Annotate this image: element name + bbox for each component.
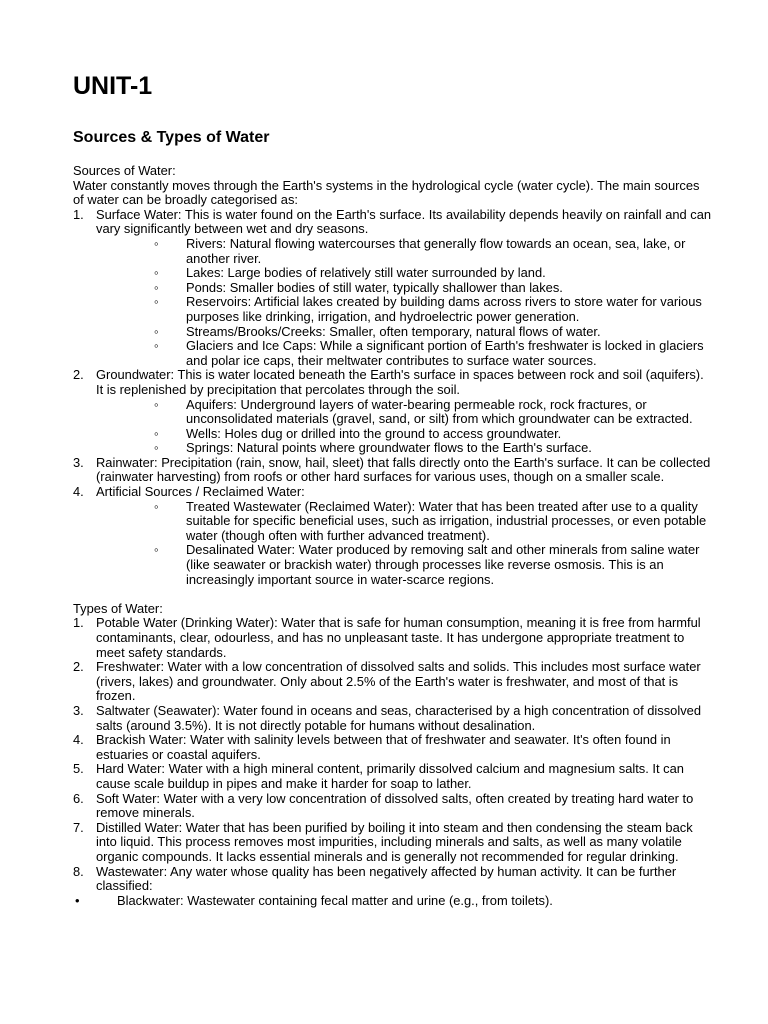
item-number: 1. (73, 615, 84, 631)
sub-item (96, 237, 713, 266)
sources-intro: Water constantly moves through the Earth's systems in the hydrological cycle (water cycle). The main sources of water can be broadly categorised as: (73, 177, 700, 208)
sub-list (96, 500, 713, 588)
source-item (73, 456, 713, 485)
sub-item (96, 398, 713, 427)
item-text: Rainwater: Precipitation (rain, snow, hail, sleet) that falls directly onto the Earth's surface. It can be collected (rainwater harvesting) from roofs or other hard surfaces for various uses, though on a smaller scale. (96, 454, 711, 485)
sub-item (96, 441, 713, 456)
sub-item (96, 281, 713, 296)
item-text: Surface Water: This is water found on the Earth's surface. Its availability depends heavily on rainfall and can vary significantly between wet and dry seasons. (96, 206, 712, 237)
circle-bullet-icon: ◦ (154, 235, 159, 251)
type-item (73, 865, 713, 894)
sub-list (96, 398, 713, 456)
unit-title: UNIT-1 (73, 72, 153, 100)
item-text: Artificial Sources / Reclaimed Water: (96, 484, 305, 500)
circle-bullet-icon: ◦ (154, 323, 159, 339)
source-item (73, 485, 713, 587)
item-number: 3. (73, 454, 84, 470)
circle-bullet-icon: ◦ (154, 425, 159, 441)
sub-item-text: Glaciers and Ice Caps: While a significant portion of Earth's freshwater is locked in glaciers and polar ice caps, their meltwater contributes to surface water sources. (186, 338, 704, 368)
sub-item-text: Springs: Natural points where groundwater flows to the Earth's surface. (186, 440, 592, 456)
circle-bullet-icon: ◦ (154, 338, 159, 354)
sub-item (96, 543, 713, 587)
item-number: 8. (73, 863, 84, 879)
item-number: 4. (73, 484, 84, 500)
sub-item-text: Lakes: Large bodies of relatively still water surrounded by land. (186, 265, 546, 281)
item-text: Potable Water (Drinking Water): Water that is safe for human consumption, meaning it is free from harmful contaminants, clear, odourless, and has no unpleasant taste. It has undergone appropriate treatment to meet safety standards. (96, 615, 701, 660)
type-item (73, 704, 713, 733)
sub-item (96, 325, 713, 340)
sub-list (96, 237, 713, 368)
item-text: Freshwater: Water with a low concentration of dissolved salts and solids. This includes most surface water (rivers, lakes) and groundwater. Only about 2.5% of the Earth's water is freshwater, and most of that is frozen. (96, 659, 701, 704)
type-item (73, 616, 713, 660)
sources-heading: Sources of Water: (73, 163, 176, 178)
sub-item (96, 500, 713, 544)
item-number: 5. (73, 761, 84, 777)
type-item (73, 733, 713, 762)
item-number: 7. (73, 819, 84, 835)
source-item (73, 208, 713, 369)
item-text: Brackish Water: Water with salinity levels between that of freshwater and seawater. It's often found in estuaries or coastal aquifers. (96, 732, 671, 762)
sub-item (96, 266, 713, 281)
circle-bullet-icon: ◦ (154, 498, 159, 514)
sub-item (96, 339, 713, 368)
item-number: 6. (73, 790, 84, 806)
item-text: Groundwater: This is water located beneath the Earth's surface in spaces between rock and soil (aquifers). It is replenished by precipitation that percolates through the soil. (96, 367, 704, 397)
types-bullet-list (73, 894, 713, 909)
item-text: Saltwater (Seawater): Water found in oceans and seas, characterised by a high concentration of dissolved salts (around 3.5%). It is not directly potable for humans without desalination. (96, 702, 701, 733)
sub-item (96, 295, 713, 324)
item-number: 1. (73, 206, 84, 222)
sub-item-text: Desalinated Water: Water produced by removing salt and other minerals from saline water (like seawater or brackish water) through processes like reverse osmosis. This is an increasingly important source in water-scarce regions. (186, 542, 700, 587)
item-number: 4. (73, 732, 84, 748)
item-text: Hard Water: Water with a high mineral content, primarily dissolved calcium and magnesium salts. It can cause scale buildup in pipes and make it harder for soap to lather. (96, 761, 684, 791)
circle-bullet-icon: ◦ (154, 294, 159, 310)
sources-section (73, 164, 713, 908)
bullet-item (73, 894, 713, 909)
sub-item-text: Aquifers: Underground layers of water-bearing permeable rock, rock fractures, or unconsolidated materials (gravel, sand, or silt) from which groundwater can be extracted. (186, 396, 693, 427)
spacer (73, 587, 713, 602)
type-item (73, 821, 713, 865)
sub-item-text: Treated Wastewater (Reclaimed Water): Water that has been treated after use to a quality suitable for specific beneficial uses, such as irrigation, industrial processes, or even potable water (though often with further advanced treatment). (186, 498, 707, 543)
circle-bullet-icon: ◦ (154, 542, 159, 558)
source-item (73, 368, 713, 456)
sub-item-text: Wells: Holes dug or drilled into the ground to access groundwater. (186, 425, 562, 441)
sub-item-text: Ponds: Smaller bodies of still water, typically shallower than lakes. (186, 279, 563, 295)
sub-item-text: Streams/Brooks/Creeks: Smaller, often temporary, natural flows of water. (186, 323, 601, 339)
bullet-text: Blackwater: Wastewater containing fecal matter and urine (e.g., from toilets). (117, 892, 553, 908)
type-item (73, 660, 713, 704)
item-text: Wastewater: Any water whose quality has been negatively affected by human activity. It can be further classified: (96, 863, 677, 894)
circle-bullet-icon: ◦ (154, 440, 159, 456)
type-item (73, 792, 713, 821)
types-heading: Types of Water: (73, 600, 163, 616)
types-list (73, 616, 713, 893)
circle-bullet-icon: ◦ (154, 396, 159, 412)
item-text: Distilled Water: Water that has been purified by boiling it into steam and then condensing the steam back into liquid. This process removes most impurities, including minerals and salts, as well as many volatile organic compounds. It lacks essential minerals and is generally not recommended for regular drinking. (96, 819, 693, 864)
type-item (73, 762, 713, 791)
sub-item-text: Rivers: Natural flowing watercourses that generally flow towards an ocean, sea, lake, or another river. (186, 235, 686, 266)
sources-list (73, 208, 713, 587)
circle-bullet-icon: ◦ (154, 279, 159, 295)
item-number: 2. (73, 367, 84, 383)
disc-bullet-icon: • (75, 892, 80, 908)
item-text: Soft Water: Water with a very low concentration of dissolved salts, often created by treating hard water to remove minerals. (96, 790, 694, 821)
document-page (73, 72, 713, 908)
sub-item-text: Reservoirs: Artificial lakes created by building dams across rivers to store water for various purposes like drinking, irrigation, and hydroelectric power generation. (186, 294, 702, 324)
sub-item (96, 427, 713, 442)
circle-bullet-icon: ◦ (154, 265, 159, 281)
section-title: Sources & Types of Water (73, 129, 270, 146)
item-number: 3. (73, 702, 84, 718)
item-number: 2. (73, 659, 84, 675)
